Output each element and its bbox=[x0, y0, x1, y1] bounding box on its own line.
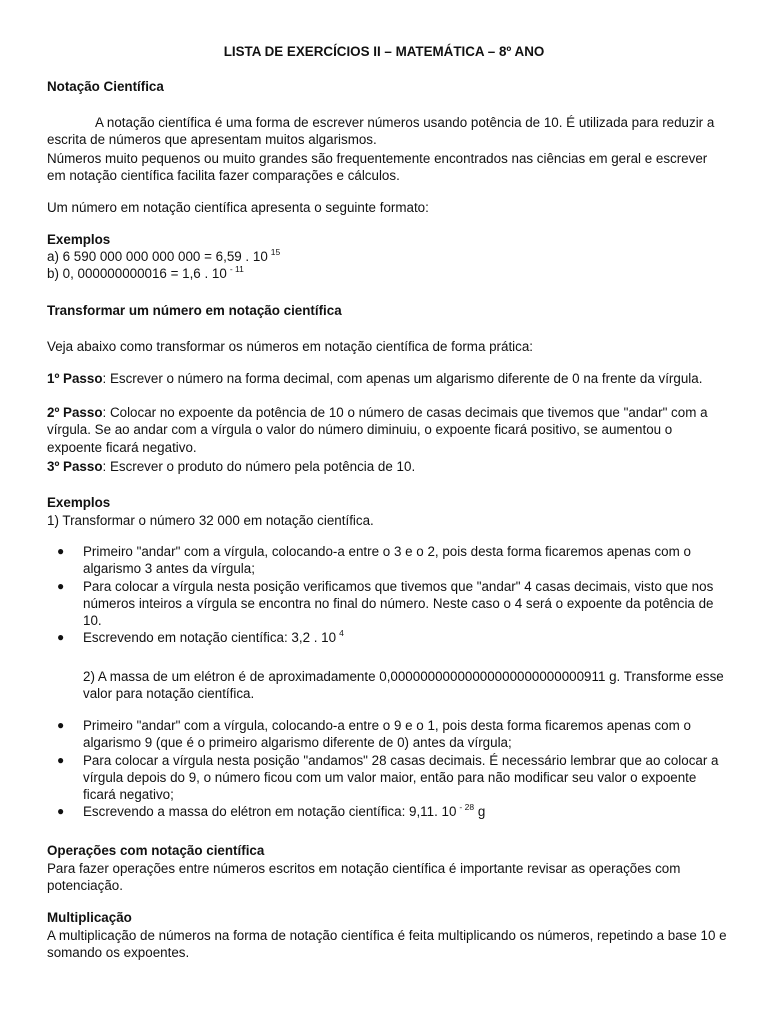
step-2-label: 2º Passo bbox=[47, 405, 103, 420]
list-item bbox=[57, 752, 727, 804]
page-title: LISTA DE EXERCÍCIOS II – MATEMÁTICA – 8º ANO bbox=[223, 44, 545, 59]
example-1-exponent: 4 bbox=[339, 628, 344, 639]
example-a-text: a) 6 590 000 000 000 000 = 6,59 . 10 bbox=[47, 249, 268, 264]
example-2-steps-list bbox=[57, 717, 727, 821]
step-1 bbox=[47, 370, 727, 387]
list-item bbox=[57, 717, 727, 752]
example-2-unit: g bbox=[477, 804, 486, 820]
list-item-text: Para colocar a vírgula nesta posição "andamos" 28 casas decimais. É necessário lembrar que ao colocar a vírgula depois do 9, o número ficou com um valor maior, então para não modificar seu valor o expoente ficará negativo; bbox=[83, 752, 719, 803]
paragraph-definition: A notação científica é uma forma de escrever números usando potência de 10. É utilizada para reduzir a escrita de números que apresentam muitos algarismos. bbox=[47, 115, 715, 148]
paragraph-format: Um número em notação científica apresenta o seguinte formato: bbox=[47, 200, 429, 215]
example-a bbox=[47, 248, 727, 265]
section-heading-multiplicacao: Multiplicação bbox=[47, 910, 132, 925]
step-3-text: : Escrever o produto do número pela potência de 10. bbox=[102, 459, 416, 474]
example-2-prompt: 2) A massa de um elétron é de aproximadamente 0,00000000000000000000000000911 g. Transforme esse valor para notação científica. bbox=[83, 669, 724, 702]
section-heading-transformar: Transformar um número em notação científica bbox=[47, 303, 342, 318]
step-1-label: 1º Passo bbox=[47, 371, 103, 386]
step-1-text: : Escrever o número na forma decimal, com apenas um algarismo diferente de 0 na frente da vírgula. bbox=[102, 371, 703, 386]
list-item bbox=[57, 543, 727, 578]
example-b-text: b) 0, 000000000016 = 1,6 . 10 bbox=[47, 266, 227, 281]
example-b-exponent: - 11 bbox=[229, 264, 244, 274]
section-heading-operacoes: Operações com notação científica bbox=[47, 843, 265, 858]
paragraph-usage: Números muito pequenos ou muito grandes são frequentemente encontrados nas ciências em geral e escrever em notação científica facilita fazer comparações e cálculos. bbox=[47, 151, 708, 184]
bullet-icon: ● bbox=[57, 718, 65, 732]
bullet-icon: ● bbox=[57, 630, 65, 645]
bullet-icon: ● bbox=[57, 752, 65, 767]
bullet-icon: ● bbox=[57, 804, 65, 819]
list-item bbox=[57, 578, 727, 630]
examples-heading-2: Exemplos bbox=[47, 495, 111, 510]
list-item-text: Primeiro "andar" com a vírgula, colocando-a entre o 3 e o 2, pois desta forma ficaremos apenas com o algarismo 3 antes da vírgula; bbox=[83, 544, 691, 577]
examples-heading: Exemplos bbox=[47, 232, 111, 247]
list-item-text: Primeiro "andar" com a vírgula, colocando-a entre o 9 e o 1, pois desta forma ficaremos apenas com o algarismo 9 (que é o primeiro algarismo diferente de 0) antes da vírgula; bbox=[83, 718, 691, 751]
example-1-prompt: 1) Transformar o número 32 000 em notação científica. bbox=[47, 513, 374, 528]
example-2-exponent: - 28 bbox=[459, 802, 475, 813]
paragraph-operacoes: Para fazer operações entre números escritos em notação científica é importante revisar as operações com potenciação. bbox=[47, 861, 681, 894]
paragraph-multiplicacao: A multiplicação de números na forma de notação científica é feita multiplicando os números, repetindo a base 10 e somando os expoentes. bbox=[47, 928, 727, 961]
bullet-icon: ● bbox=[57, 544, 65, 558]
example-1-steps-list bbox=[57, 543, 727, 647]
list-item-text: Escrevendo em notação científica: 3,2 . 10 bbox=[83, 630, 337, 646]
step-2-text: : Colocar no expoente da potência de 10 o número de casas decimais que tivemos que "andar" com a vírgula. Se ao andar com a vírgula o valor do número diminuiu, o expoente ficará positivo, se aumentou o expoente ficará negativo. bbox=[47, 405, 708, 455]
example-b bbox=[47, 265, 727, 282]
step-3-label: 3º Passo bbox=[47, 459, 103, 474]
bullet-icon: ● bbox=[57, 578, 65, 593]
list-item-text: Escrevendo a massa do elétron em notação científica: 9,11. 10 bbox=[83, 804, 457, 820]
step-2 bbox=[47, 404, 727, 456]
section-heading-notacao: Notação Científica bbox=[47, 79, 164, 94]
step-3 bbox=[47, 458, 727, 475]
list-item bbox=[57, 629, 727, 646]
list-item bbox=[57, 803, 727, 820]
paragraph-transform-intro: Veja abaixo como transformar os números em notação científica de forma prática: bbox=[47, 339, 534, 354]
example-a-exponent: 15 bbox=[270, 247, 281, 257]
list-item-text: Para colocar a vírgula nesta posição verificamos que tivemos que "andar" 4 casas decimais, visto que nos números inteiros a vírgula se encontra no final do número. Neste caso o 4 será o expoente da potência de 10. bbox=[83, 578, 714, 629]
